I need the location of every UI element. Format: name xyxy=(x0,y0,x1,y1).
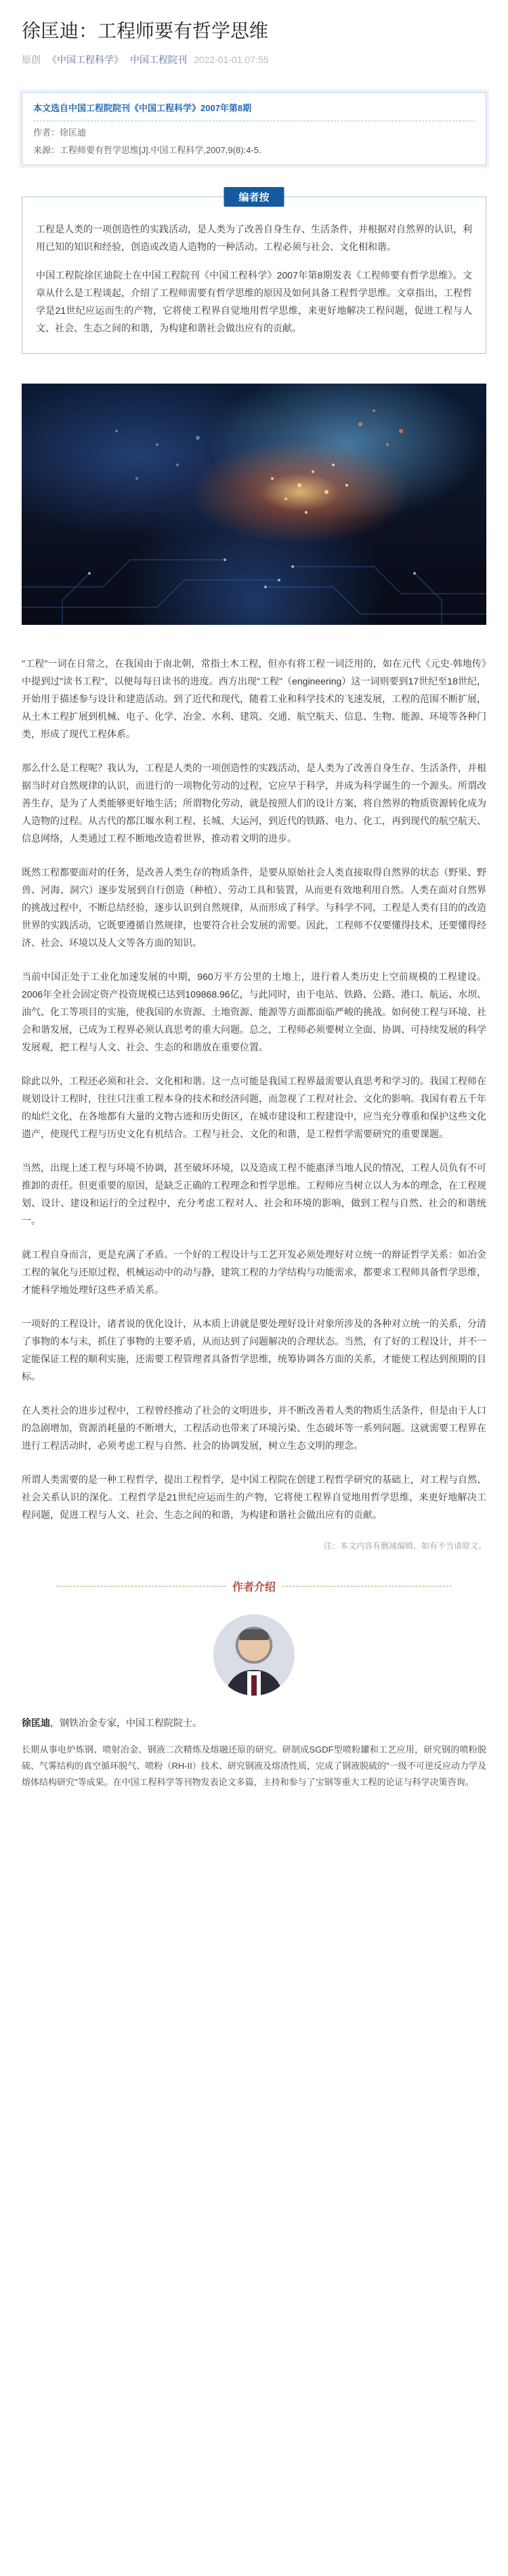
author-section xyxy=(22,1578,486,1791)
end-note: 注：本文内容有删减编辑，如有不当请原文。 xyxy=(323,1541,486,1551)
author-photo-hair xyxy=(239,1629,269,1640)
body-paragraph: 除此以外，工程还必须和社会、文化相和谐。这一点可能是我国工程界最需要认真思考和学习的。我国工程师在规划设计工程时，往往只注重工程本身的技术和经济问题，而忽视了工程对社会、文化的影响。我国有着五千年的灿烂文化，在各地都有大量的文物古迹和历史街区，在城市建设和工程建设中，应当充分尊重和保护这些文化遗产，使现代工程与历史文化有机结合。工程与社会、文化的和谐，是工程哲学需要研究的重要课题。 xyxy=(22,1076,486,1139)
reference-citation: 来源：工程师要有哲学思维[J].中国工程科学,2007,9(8):4-5. xyxy=(33,145,261,155)
reference-header: 本文选自中国工程院院刊《中国工程科学》2007年第8期 xyxy=(33,101,475,121)
original-tag: 原创 xyxy=(22,54,41,65)
body-paragraph: 那么什么是工程呢？我认为，工程是人类的一项创造性的实践活动，是人类为了改善自身生存、生活条件，并根据当时对自然规律的认识，而进行的一项物化劳动的过程，它应早于科学，并成为科学诞生的一个源头。所谓改善生存，是为了人类能够更好地生活；所谓物化劳动，就是按照人们的设计方案，将自然界的物质资源转化成为人造物的过程。从古代的都江堰水利工程、长城、大运河，到近代的铁路、电力、化工，再到现代的航空航天、信息网络，人类通过工程不断地改造着世界，推动着文明的进步。 xyxy=(22,762,486,844)
editor-note-paragraph: 中国工程院徐匡迪院士在中国工程院刊《中国工程科学》2007年第8期发表《工程师要有哲学思维》。文章从什么是工程谈起，介绍了工程师需要有哲学思维的原因及如何具备工程哲学思维。文章指出，工程哲学是21世纪应运而生的产物，它将使工程界自觉地用哲学思维，来更好地解决工程问题，促进工程与人文、社会、生态之间的和谐，为构建和谐社会做出应有的贡献。 xyxy=(36,270,472,333)
body-paragraph: 当前中国正处于工业化加速发展的中期，960万平方公里的土地上，进行着人类历史上空前规模的工程建设。2006年全社会固定资产投资规模已达到109868.96亿，与此同时，由于电站、铁路、公路、港口、航运、水坝、油气、化工等项目的实施，使我国的水资源、土地资源、能源等方面都面临严峻的挑战。如何使工程与环境、社会和谐发展，已成为工程界必须认真思考的重大问题。总之，工程师必须要树立全面、协调、可持续发展的科学发展观，把工程与人文、社会、生态的和谐放在重要位置。 xyxy=(22,971,486,1052)
body-paragraph: 所谓人类需要的是一种工程哲学，提出工程哲学，是中国工程院在创建工程哲学研究的基础上，对工程与自然、社会关系认识的深化。工程哲学是21世纪应运而生的产物，它将使工程界自觉地用哲学思维，来更好地解决工程问题，促进工程与人文、社会、生态之间的和谐，为构建和谐社会做出应有的贡献。 xyxy=(22,1474,486,1520)
article-meta xyxy=(22,53,486,66)
editor-note-box xyxy=(22,197,486,354)
body-paragraph: 在人类社会的进步过程中，工程曾经推动了社会的文明进步，并不断改善着人类的物质生活条件，但是由于人口的急剧增加，资源消耗量的不断增大，工程活动也带来了环境污染、生态破坏等一系列问题。这就需要工程界在进行工程活动时，必须考虑工程与自然、社会的协调发展，树立生态文明的理念。 xyxy=(22,1405,486,1451)
author-name-line xyxy=(22,1716,486,1730)
article-body xyxy=(22,655,486,1524)
source-journal: 《中国工程科学》 xyxy=(47,54,123,65)
reference-author: 作者：徐匡迪 xyxy=(33,127,87,138)
heading-divider-right xyxy=(282,1586,452,1587)
author-heading-label: 作者介绍 xyxy=(232,1582,276,1593)
author-photo-tie xyxy=(251,1675,257,1696)
editor-note-label: 编者按 xyxy=(224,187,284,207)
body-paragraph: 当然，出现上述工程与环境不协调，甚至破坏环境，以及造成工程不能惠泽当地人民的情况，工程人员负有不可推卸的责任。但更重要的原因，是缺乏正确的工程理念和哲学思维。工程师应当树立以人为本的理念，在工程规划、设计、建设和运行的全过程中，充分考虑工程对人、社会和环境的影响，做到工程与自然、社会的和谐统一。 xyxy=(22,1162,486,1226)
body-paragraph: 就工程自身而言，更是充满了矛盾。一个好的工程设计与工艺开发必须处理好对立统一的辩证哲学关系：如冶金工程的氧化与还原过程，机械运动中的动与静，建筑工程的力学结构与功能需求，都要求工程师具备哲学思维，才能科学地处理好这些矛盾关系。 xyxy=(22,1249,486,1295)
body-paragraph: 既然工程都要面对的任务，是改善人类生存的物质条件，是要从原始社会人类直接取得自然界的状态（野果、野兽、河海、洞穴）逐步发展到自行创造（种植）、劳动工具和装置，从而更有效地利用自然。人类在面对自然界的挑战过程中，不断总结经验，逐步认识到自然规律，从而形成了科学。与科学不同，工程是人类有目的的改造世界的实践活动，它既要遵循自然规律，也要符合社会发展的需要。因此，工程师不仅要懂得技术，还要懂得经济、社会、环境以及人文等各方面的知识。 xyxy=(22,867,486,948)
circuit-brain-graphic xyxy=(22,384,486,625)
body-paragraph: "工程"一词在日常之，在我国由于南北朝，常指土木工程，但亦有将工程一词泛用的，如在元代《元史·韩地传》中提到过"读书工程"，以便每每日读书的进度。西方出现"工程"（engineering）这一词则要到17世纪至18世纪，开始用于描述参与设计和建造活动。到了近代和现代，随着工业和科学技术的飞速发展，工程的范围不断扩展，从土木工程扩展到机械、电子、化学、冶金、水利、建筑、交通、航空航天、信息、生物、能源、环境等各种门类，形成了现代工程体系。 xyxy=(22,658,486,739)
editor-note xyxy=(22,192,486,354)
author-photo xyxy=(213,1614,295,1696)
author-name: 徐匡迪 xyxy=(22,1717,50,1728)
author-bio: 长期从事电炉炼钢、喷射冶金、钢液二次精炼及熔融还原的研究。研制成SGDF型喷粉罐和工艺应用，研究钢的喷粉脱硫、气雾结构的真空循环脱气、喷粉（RH-II）技术、研究钢液及熔渣性质，完成了钢液脱硫的"一级不可逆反应动力学及熔体结构研究"等成果。在中国工程科学等刊物发表论文多篇，主持和参与了宝钢等重大工程的论证与科学决策咨询。 xyxy=(22,1744,486,1787)
article-title: 徐匡迪：工程师要有哲学思维 xyxy=(22,20,269,41)
heading-divider-left xyxy=(56,1586,226,1587)
account-name-link[interactable]: 中国工程院刊 xyxy=(130,54,187,65)
body-paragraph: 一项好的工程设计，诸者说的优化设计，从本质上讲就是要处理好设计对象所涉及的各种对立统一的关系，分清了事物的本与末，抓住了事物的主要矛盾，从而达到了问题解决的合理状态。当然，有了好的工程设计，并不一定能保证工程的顺利实施，还需要工程管理者具备哲学思维，统筹协调各方面的关系，才能使工程达到预期的目标。 xyxy=(22,1318,486,1382)
hero-image xyxy=(22,384,486,625)
editor-note-paragraph: 工程是人类的一项创造性的实践活动，是人类为了改善自身生存、生活条件，并根据对自然界的认识，利用已知的知识和经验，创造或改造人造物的一种活动。工程必须与社会、文化相和谐。 xyxy=(36,224,472,252)
publish-date: 2022-01-01 07:55 xyxy=(194,54,269,65)
reference-box xyxy=(22,92,486,165)
author-title: ，钢铁冶金专家，中国工程院院士。 xyxy=(50,1717,202,1728)
author-heading xyxy=(22,1578,486,1594)
